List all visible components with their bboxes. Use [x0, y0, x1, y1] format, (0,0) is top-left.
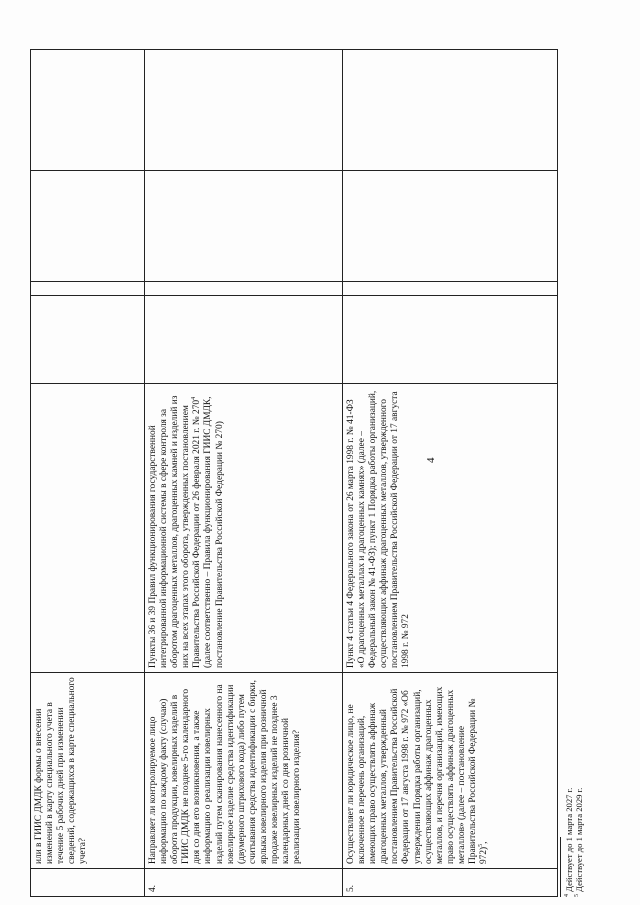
answer-yes-cell [31, 296, 145, 384]
answer-yes-cell [145, 296, 343, 384]
table-row [145, 50, 343, 897]
footnote-mark: 4 [564, 894, 571, 897]
answer-no-cell [31, 282, 145, 296]
table-row [31, 50, 145, 897]
footnote-ref: 5 [478, 843, 484, 847]
note-cell [343, 50, 558, 171]
footnote [574, 788, 584, 897]
requirements-cell [31, 384, 145, 673]
question-text: Осуществляет ли юридическое лицо, не включенное в перечень организаций, имеющих право осуществлять аффинаж драгоценных металлов, утвержденный постановлением Правительства Российской Федерации от 17 августа 1998 г. № 972 «Об утверждении Порядка работы организаций, осуществляющих аффинаж драгоценных металлов, и перечня организаций, имеющих право осуществлять аффинаж драгоценных металлов» (далее – постановление Правительства Российской Федерации № 972) [346, 686, 490, 864]
answer-no-cell [145, 282, 343, 296]
requirements-text: Пункты 36 и 39 Правил функционирования государственной интегрированной информационной системы в сфере контроля за оборотом драгоценных металлов, драгоценных камней и изделий из них на всех этапах этого оборота, утвержденных постановлением Правительства Российской Федерации от 26 февраля 2021 г. № 270 [148, 395, 203, 668]
requirements-cell [145, 384, 343, 673]
footnote-text: Действует до 1 марта 2029 г. [574, 787, 584, 894]
answer-no-cell [343, 282, 558, 296]
question-cell [343, 673, 558, 869]
row-number: 4. [145, 869, 343, 897]
note-cell [31, 50, 145, 171]
footnote-text: Действует до 1 марта 2027 г. [564, 787, 574, 894]
question-cell: или в ГИИС ДМДК формы о внесении изменений в карту специального учета в течение 5 рабочих дней при изменении сведений, содержащихся в карте специального учета? [31, 673, 145, 869]
question-cell: Направляет ли контролируемое лицо информацию по каждому факту (случаю) оборота продукции, ювелирных изделий в ГИИС ДМДК не позднее 5-го календарного дня со дня его возникновения, а также информацию о реализации ювелирных изделий путем сканирования нанесенного на ювелирное изделие средства идентификации (двумерного штрихового кода) либо путем считывания средства идентификации с бирки, ярлыка ювелирного изделия при розничной продаже ювелирных изделий не позднее 3 календарных дней со дня розничной реализации ювелирного изделия? [145, 673, 343, 869]
footnote-ref: 4 [191, 396, 198, 400]
table-row [343, 50, 558, 897]
row-number: 5. [343, 869, 558, 897]
answer-na-cell [31, 171, 145, 282]
footnote-divider [560, 837, 561, 897]
row-number [31, 869, 145, 897]
answer-na-cell [343, 171, 558, 282]
requirements-cell: Пункт 4 статьи 4 Федерального закона от 26 марта 1998 г. № 41-ФЗ «О драгоценных металлах и драгоценных камнях» (далее – Федеральный закон № 41-ФЗ); пункт 1 Порядка работы организаций, осуществляющих аффинаж драгоценных металлов, утвержденного постановлением Правительства Российской Федерации от 17 августа 1998 г. № 972 [343, 384, 558, 673]
answer-yes-cell [343, 296, 558, 384]
question-text-cont: , [479, 841, 490, 844]
note-cell [145, 50, 343, 171]
requirements-text-cont: (далее соответственно – Правила функционирования ГИИС ДМДК, постановление Правительства Российской Федерации № 270) [203, 396, 225, 668]
page-number: 4 [425, 457, 437, 463]
checklist-table [30, 49, 558, 897]
footnote [564, 788, 574, 897]
footnote-mark: 5 [574, 894, 581, 897]
answer-na-cell [145, 171, 343, 282]
footnotes [560, 788, 584, 897]
